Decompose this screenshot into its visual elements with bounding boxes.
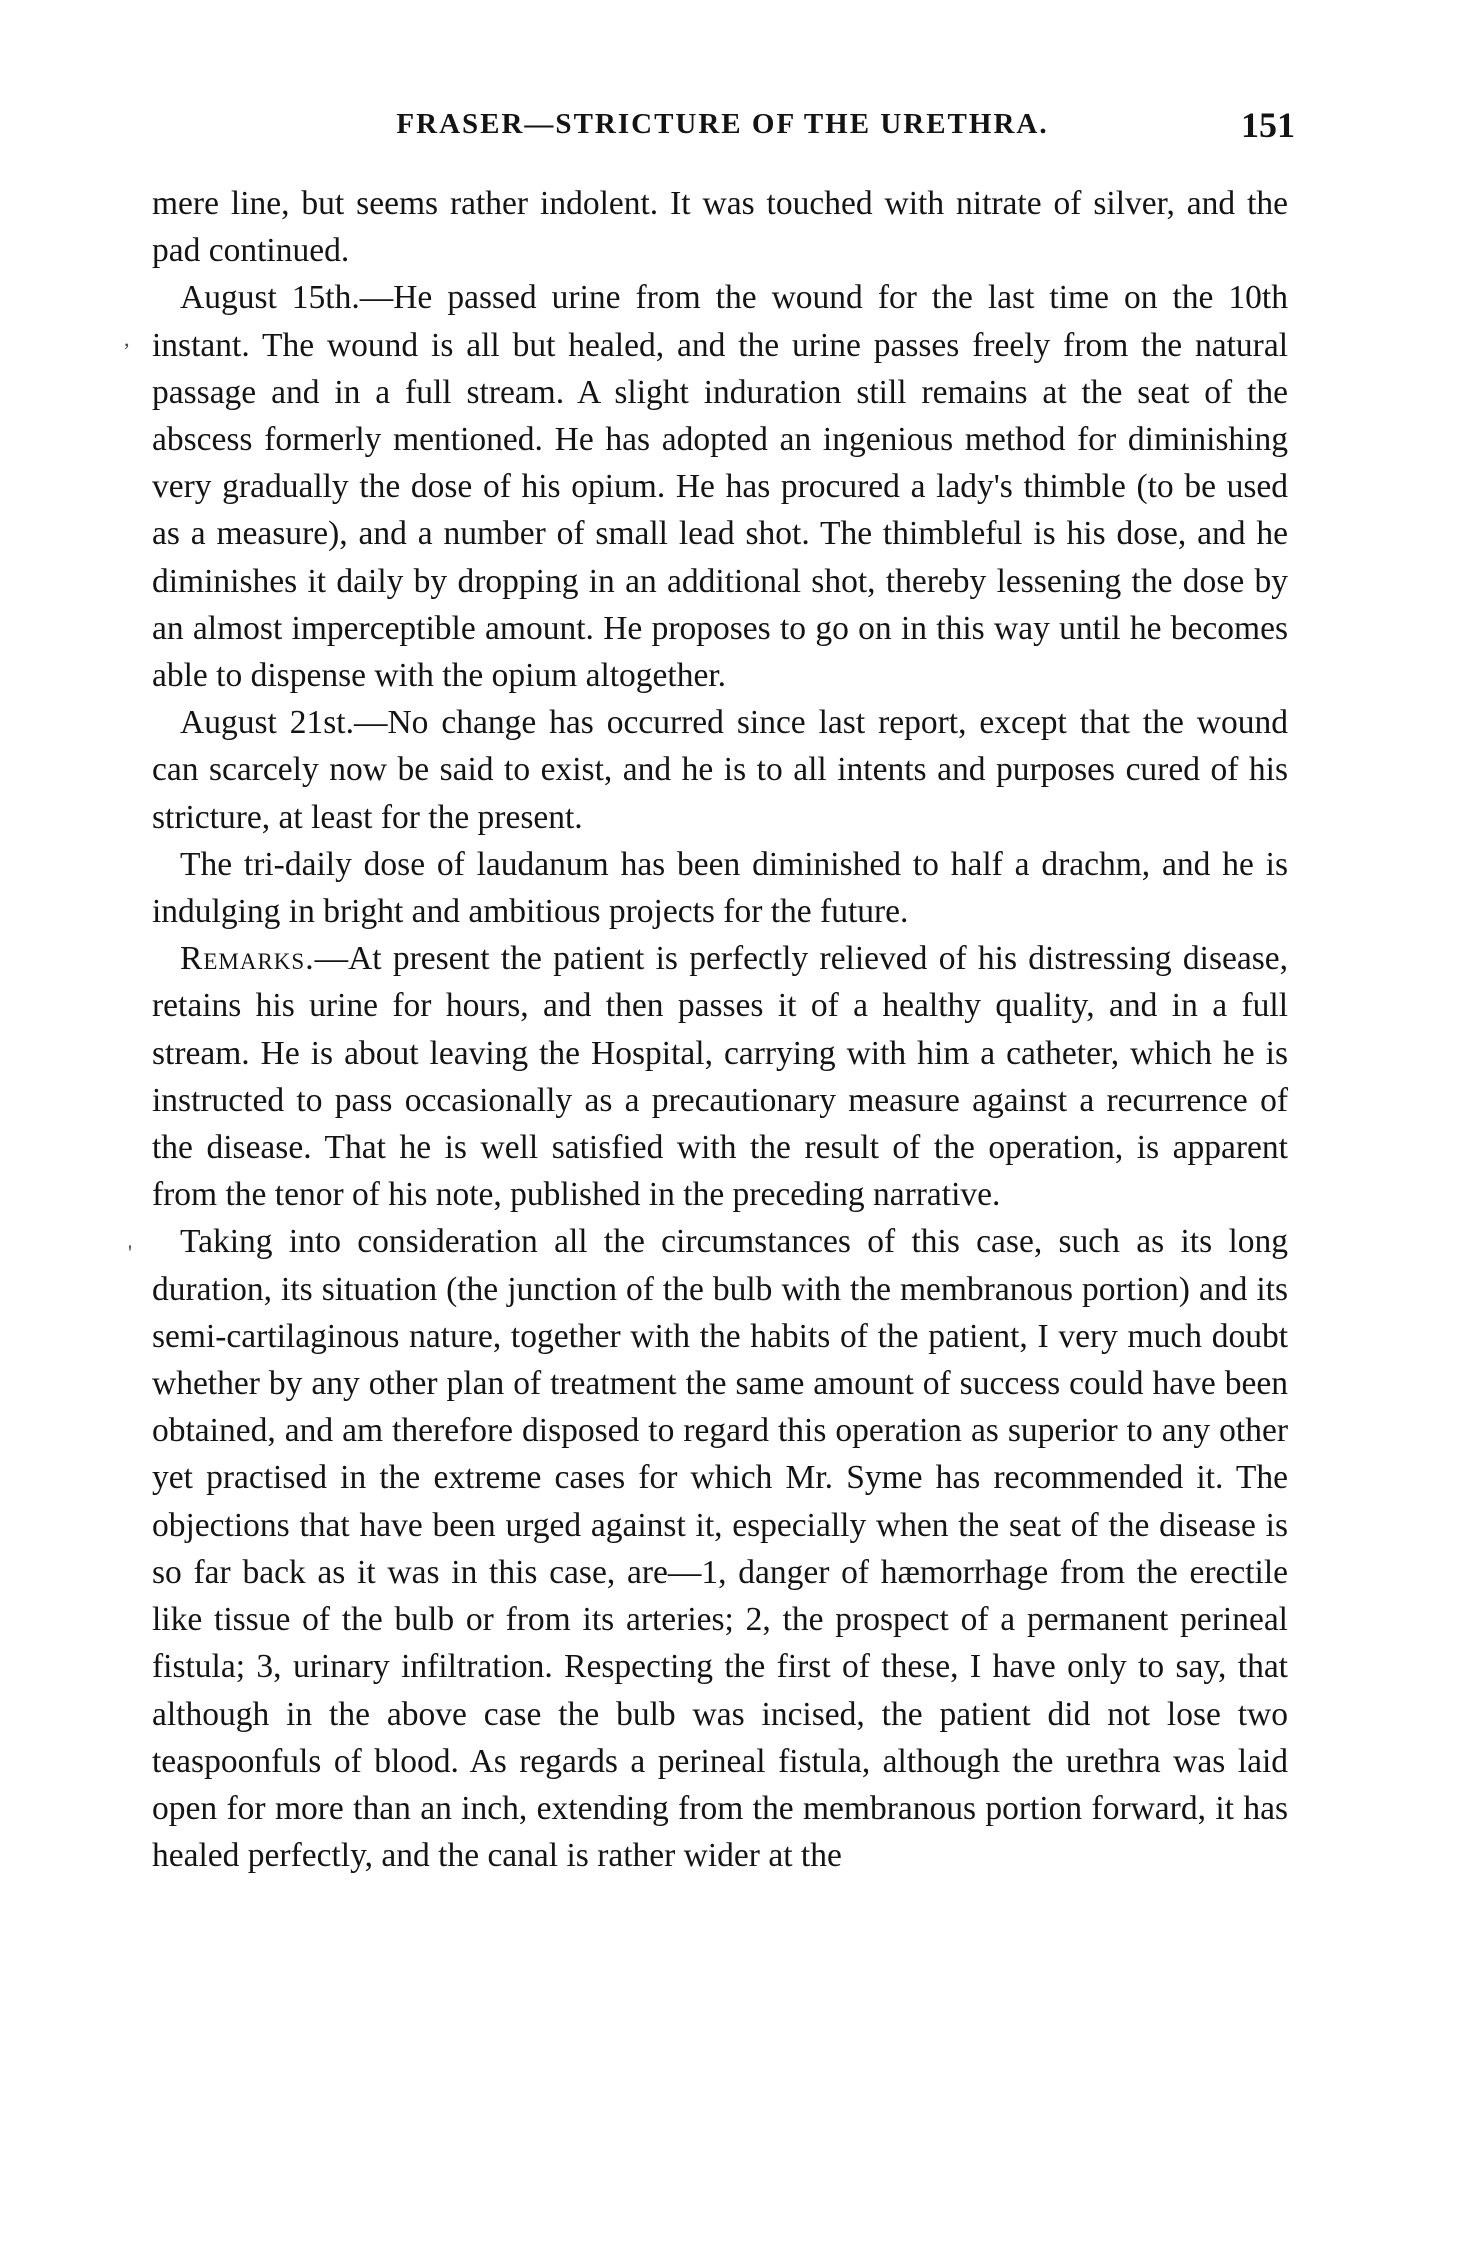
paragraph: The tri-daily dose of laudanum has been diminished to half a drachm, and he is indulging in bright and ambitious projects for the future. (152, 845, 1288, 931)
paragraph: August 21st.—No change has occurred since last report, except that the wound can scarcely now be said to exist, and he is to all intents and purposes cured of his stricture, at least for the present. (152, 704, 1288, 836)
remarks-text: —At present the patient is perfectly relieved of his distressing disease, retains his urine for hours, and then passes it of a healthy quality, and in a full stream. He is about leaving the Hospital, carrying with him a catheter, which he is instructed to pass occasionally as a precautionary measure against a recurrence of the disease. That he is well satisfied with the result of the operation, is apparent from the tenor of his note, published in the preceding narrative. (152, 940, 1288, 1214)
margin-mark: , (124, 326, 130, 351)
remarks-label: Remarks. (180, 940, 315, 978)
paragraph: Taking into consideration all the circumstances of this case, such as its long duration, its situation (the junction of the bulb with the membranous portion) and its semi-cartilaginous nature, together with the habits of the patient, I very much doubt whether by any other plan of treatment the same amount of success could have been obtained, and am therefore disposed to regard this operation as superior to any other yet practised in the extreme cases for which Mr. Syme has recommended it. The objections that have been urged against it, especially when the seat of the disease is so far back as it was in this case, are—1, danger of hæmorrhage from the erectile like tissue of the bulb or from its arteries; 2, the prospect of a permanent perineal fistula; 3, urinary infiltration. Respecting the first of these, I have only to say, that although in the above case the bulb was incised, the patient did not lose two teaspoonfuls of blood. As regards a perineal fistula, although the urethra was laid open for more than an inch, extending from the membranous portion forward, it has healed perfectly, and the canal is rather wider at the (152, 1223, 1288, 1875)
paragraph: mere line, but seems rather indolent. It was touched with nitrate of silver, and the pad continued. (152, 185, 1288, 270)
margin-mark: ' (128, 1240, 132, 1265)
running-head (150, 105, 1295, 152)
paragraph: August 15th.—He passed urine from the wound for the last time on the 10th instant. The wound is all but healed, and the urine passes freely from the natural passage and in a full stream. A slight induration still remains at the seat of the abscess formerly mentioned. He has adopted an ingenious method for diminishing very gradually the dose of his opium. He has procured a lady's thimble (to be used as a measure), and a number of small lead shot. The thimbleful is his dose, and he diminishes it daily by dropping in an additional shot, thereby lessening the dose by an almost imperceptible amount. He proposes to go on in this way until he becomes able to dispense with the opium altogether. (152, 279, 1288, 695)
body-text (152, 180, 1288, 1879)
page-number: 151 (1241, 105, 1295, 145)
running-title: FRASER—STRICTURE OF THE URETHRA. (396, 108, 1049, 140)
paragraph-remarks (152, 935, 1288, 1218)
